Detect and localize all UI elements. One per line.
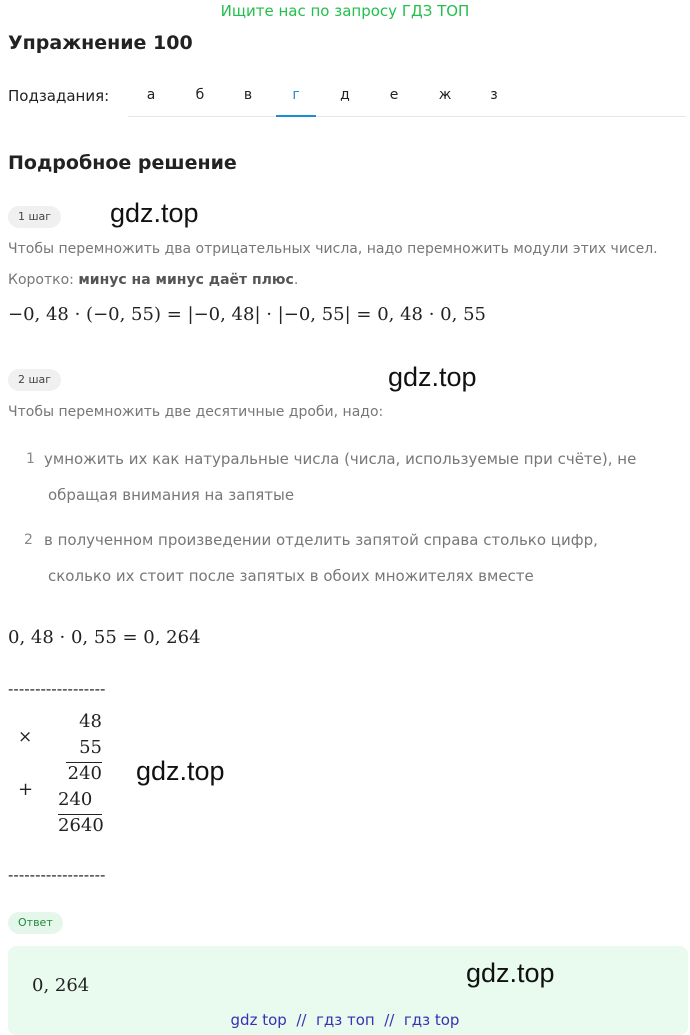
short-prefix: Коротко: xyxy=(8,272,79,288)
watermark: gdz.top xyxy=(136,756,225,786)
step-1-formula: −0, 48 · (−0, 55) = |−0, 48| · |−0, 55| = 0, 48 · 0, 55 xyxy=(8,304,486,325)
short-rule: минус на минус даёт плюс xyxy=(78,272,294,288)
list-number: 1 xyxy=(26,451,35,467)
separator: ------------------ xyxy=(8,866,106,884)
answer-badge: Ответ xyxy=(8,912,63,934)
watermark: gdz.top xyxy=(466,958,555,988)
factor-2: 55 xyxy=(79,737,102,758)
watermark: gdz.top xyxy=(110,198,199,228)
partial-product-1: 240 xyxy=(67,763,102,784)
partial-product-2: 240 xyxy=(58,789,93,810)
footer-links[interactable]: gdz top // гдз топ // гдз top xyxy=(230,1011,460,1029)
times-sign: × xyxy=(18,727,33,747)
product-result: 2640 xyxy=(58,815,104,836)
list-item xyxy=(44,522,598,594)
plus-sign: + xyxy=(18,779,34,800)
subtasks-label: Подзадания: xyxy=(8,87,110,105)
list-item-line: сколько их стоит после запятых в обоих множителях вместе xyxy=(48,567,534,585)
watermark: gdz.top xyxy=(388,362,477,392)
list-item-line: обращая внимания на запятые xyxy=(48,486,295,504)
short-suffix: . xyxy=(293,272,299,288)
subtask-tabs xyxy=(128,80,686,117)
step-2-badge: 2 шаг xyxy=(8,369,61,391)
step-1-badge: 1 шаг xyxy=(8,206,61,228)
tab-a[interactable]: а xyxy=(146,87,156,103)
list-item xyxy=(44,441,636,513)
page-title: Упражнение 100 xyxy=(8,32,193,54)
tab-g[interactable]: г xyxy=(276,87,316,117)
factor-1: 48 xyxy=(79,711,102,732)
tab-e[interactable]: е xyxy=(389,87,399,103)
answer-value: 0, 264 xyxy=(32,975,90,996)
step-2-intro: Чтобы перемножить две десятичные дроби, надо: xyxy=(8,404,384,420)
tab-zh[interactable]: ж xyxy=(438,87,452,103)
tab-b[interactable]: б xyxy=(195,87,205,103)
separator: ------------------ xyxy=(8,680,106,698)
tab-v[interactable]: в xyxy=(243,87,253,103)
tab-d[interactable]: д xyxy=(340,87,350,103)
step-2-formula: 0, 48 · 0, 55 = 0, 264 xyxy=(8,627,201,648)
step-1-text: Чтобы перемножить два отрицательных числа, надо перемножить модули этих чисел. xyxy=(8,241,658,257)
promo-banner[interactable]: Ищите нас по запросу ГДЗ ТОП xyxy=(220,2,470,20)
list-item-line: в полученном произведении отделить запятой справа столько цифр, xyxy=(44,531,598,549)
step-1-short xyxy=(8,272,298,288)
list-item-line: умножить их как натуральные числа (числа, используемые при счёте), не xyxy=(44,450,637,468)
solution-heading: Подробное решение xyxy=(8,152,237,174)
tab-z[interactable]: з xyxy=(490,87,498,103)
list-number: 2 xyxy=(24,532,33,548)
